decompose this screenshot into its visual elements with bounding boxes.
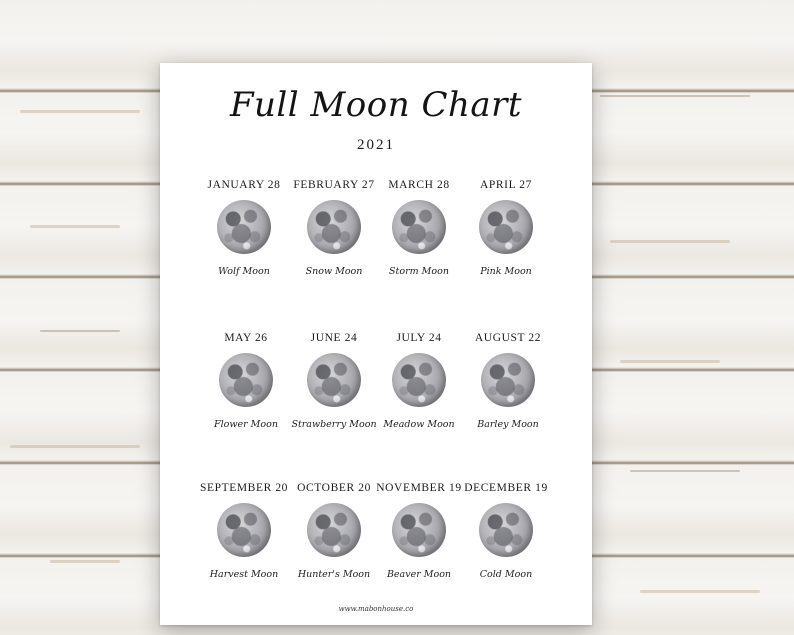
moon-name: Harvest Moon: [209, 569, 279, 580]
moon-name: Hunter's Moon: [297, 569, 371, 580]
full-moon-image: [307, 503, 361, 557]
full-moon-image: [481, 353, 535, 407]
moon-date: AUGUST 22: [474, 332, 542, 344]
moon-name: Pink Moon: [480, 266, 532, 277]
full-moon-image: [479, 200, 533, 254]
full-moon-image: [219, 353, 273, 407]
full-moon-image: [392, 200, 446, 254]
moon-date: MARCH 28: [388, 179, 450, 191]
moon-date: DECEMBER 19: [464, 482, 548, 494]
full-moon-image: [307, 200, 361, 254]
moon-chart-page: [160, 63, 592, 625]
moon-date: JULY 24: [396, 332, 442, 344]
full-moon-image: [307, 353, 361, 407]
moon-date: SEPTEMBER 20: [199, 482, 289, 494]
moon-cell: [192, 482, 296, 580]
full-moon-image: [217, 200, 271, 254]
full-moon-image: [392, 353, 446, 407]
moon-date: FEBRUARY 27: [293, 179, 375, 191]
page-title: Full Moon Chart: [229, 85, 523, 125]
full-moon-image: [479, 503, 533, 557]
moon-name: Beaver Moon: [386, 569, 452, 580]
full-moon-image: [392, 503, 446, 557]
moon-name: Storm Moon: [389, 266, 449, 277]
moon-name: Flower Moon: [214, 419, 278, 430]
moon-date: JUNE 24: [310, 332, 358, 344]
moon-cell: [456, 332, 560, 430]
moon-date: APRIL 27: [480, 179, 532, 191]
moon-name: Barley Moon: [477, 419, 539, 430]
moon-cell: [192, 179, 296, 277]
moon-date: NOVEMBER 19: [376, 482, 462, 494]
moon-name: Strawberry Moon: [291, 419, 377, 430]
moon-date: OCTOBER 20: [297, 482, 371, 494]
moon-name: Snow Moon: [305, 266, 363, 277]
year-label: 2021: [357, 137, 395, 153]
moon-cell: [454, 482, 558, 580]
moon-cell: [454, 179, 558, 277]
moon-date: JANUARY 28: [207, 179, 281, 191]
footer-url: www.mabonhouse.co: [338, 605, 414, 613]
full-moon-image: [217, 503, 271, 557]
moon-name: Wolf Moon: [218, 266, 270, 277]
moon-name: Cold Moon: [479, 569, 533, 580]
moon-date: MAY 26: [224, 332, 268, 344]
moon-name: Meadow Moon: [383, 419, 455, 430]
